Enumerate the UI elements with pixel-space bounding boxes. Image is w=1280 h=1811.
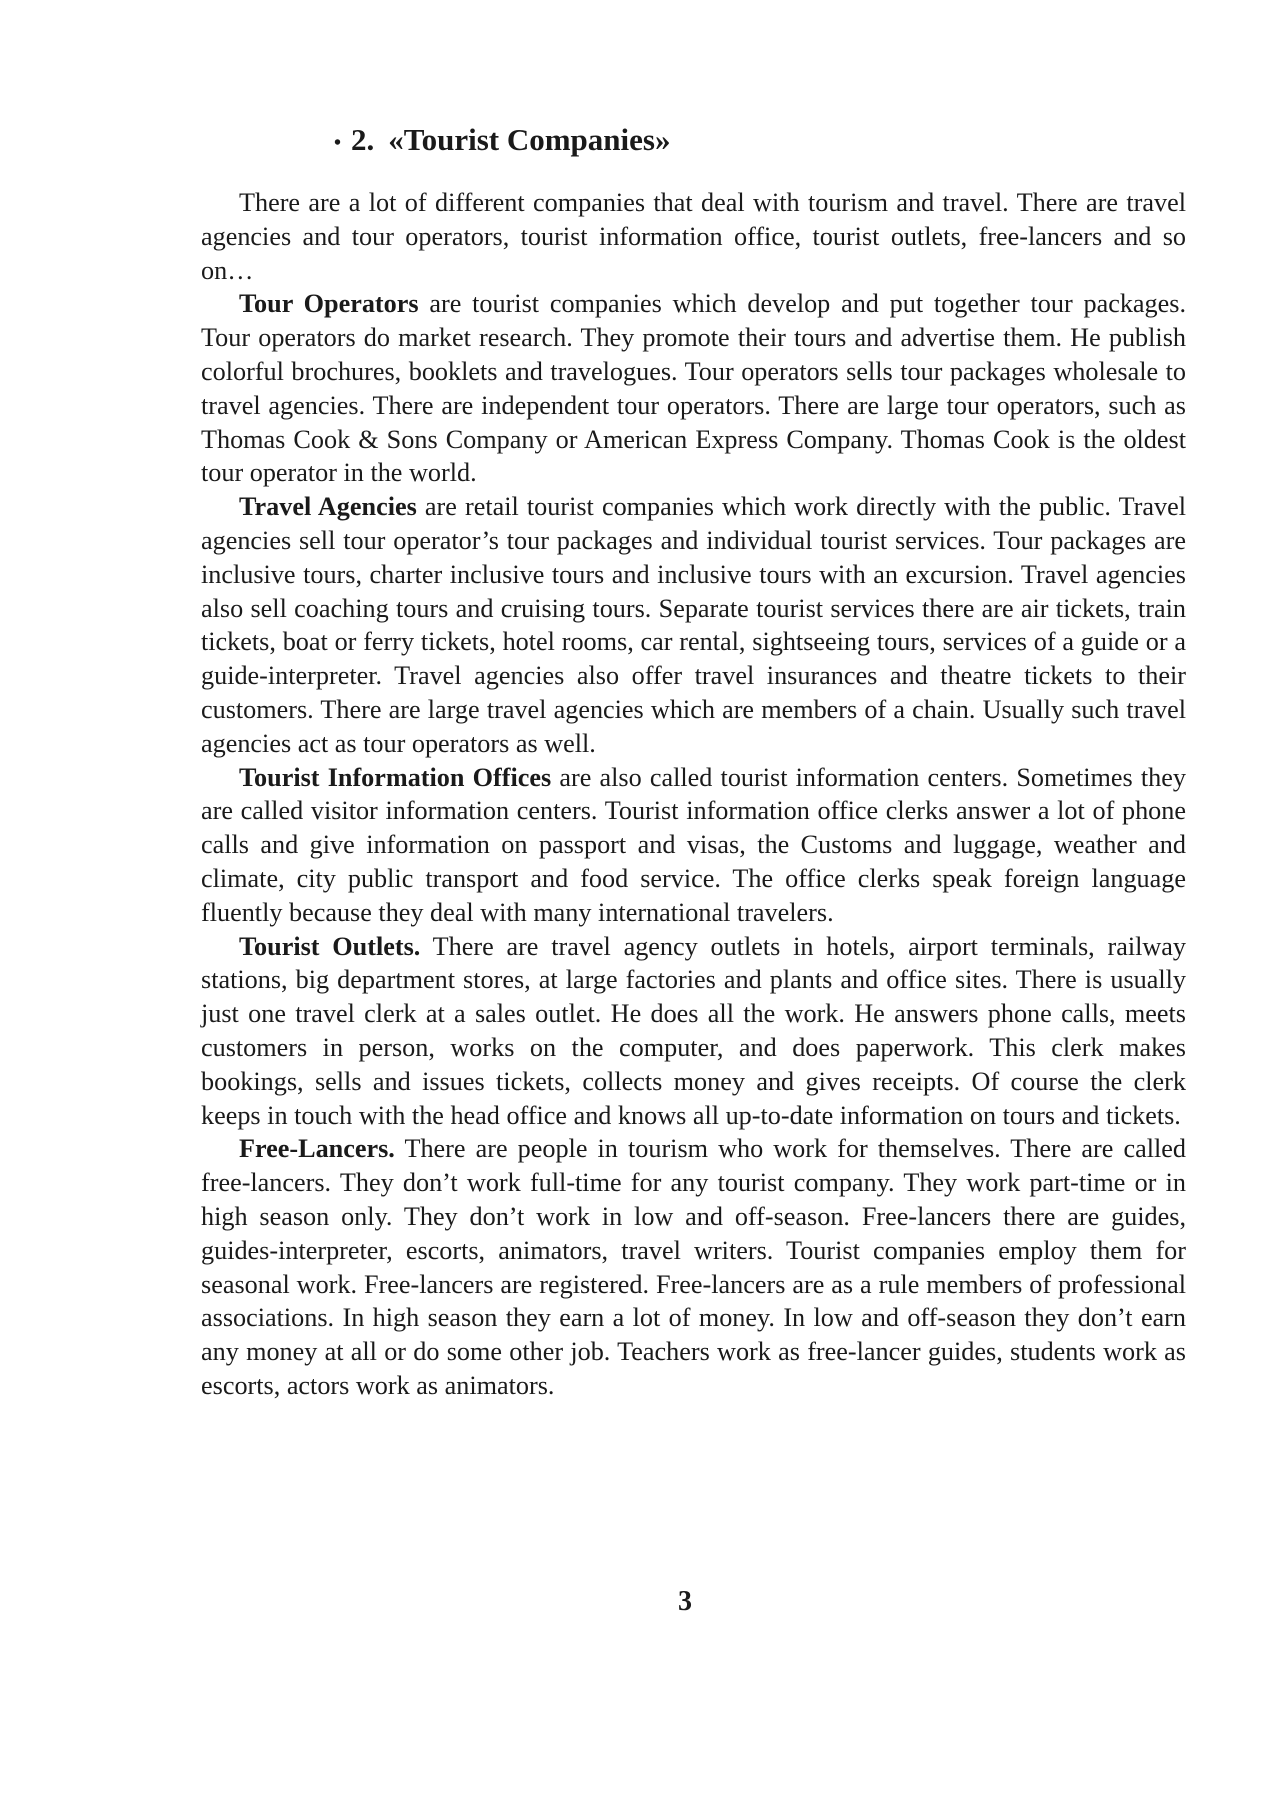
paragraph-text: are tourist companies which develop and put together tour packages. Tour operators do market research. They promote their tours and advertise them. He publish colorful brochures, booklets and travelogues. Tour operators sells tour packages wholesale to travel agencies. There are independent tour operators. There are large tour operators, such as Thomas Cook & Sons Company or American Express Company. Thomas Cook is the oldest tour operator in the world. xyxy=(201,289,1186,488)
paragraph-travel-agencies xyxy=(201,490,1186,760)
paragraph-term: Travel Agencies xyxy=(239,492,417,522)
section-title: «Tourist Companies» xyxy=(388,122,671,157)
bullet-icon: • xyxy=(334,131,342,154)
paragraph-text: There are a lot of different companies that deal with tourism and travel. There are travel agencies and tour operators, tourist information office, tourist outlets, free-lancers and so on… xyxy=(201,188,1186,285)
body-text xyxy=(201,186,1186,1403)
paragraph-text: There are travel agency outlets in hotels, airport terminals, railway stations, big department stores, at large factories and plants and office sites. There is usually just one travel clerk at a sales outlet. He does all the work. He answers phone calls, meets customers in person, works on the computer, and does paperwork. This clerk makes bookings, sells and issues tickets, collects money and gives receipts. Of course the clerk keeps in touch with the head office and knows all up-to-date information on tours and tickets. xyxy=(201,931,1187,1130)
page-number: 3 xyxy=(678,1586,692,1617)
paragraph-text: There are people in tourism who work for themselves. There are called free-lancers. They don’t work full-time for any tourist company. They work part-time or in high season only. They don’t work in low and off-season. Free-lancers there are guides, guides-interpreter, escorts, animators, travel writers. Tourist companies employ them for seasonal work. Free-lancers are registered. Free-lancers are as a rule members of professional associations. In high season they earn a lot of money. In low and off-season they don’t earn any money at all or do some other job. Teachers work as free-lancer guides, students work as escorts, actors work as animators. xyxy=(201,1134,1186,1400)
paragraph-term: Free-Lancers. xyxy=(239,1134,395,1164)
paragraph-term: Tourist Information Offices xyxy=(239,762,552,792)
section-heading xyxy=(334,120,670,163)
paragraph-tourist-outlets xyxy=(201,930,1186,1133)
paragraph-tourist-information-offices xyxy=(201,761,1186,930)
paragraph-tour-operators xyxy=(201,287,1186,490)
paragraph-text: are retail tourist companies which work directly with the public. Travel agencies sell tour operator’s tour packages and individual tourist services. Tour packages are inclusive tours, charter inclusive tours and inclusive tours with an excursion. Travel agencies also sell coaching tours and cruising tours. Separate tourist services there are air tickets, train tickets, boat or ferry tickets, hotel rooms, car rental, sightseeing tours, services of a guide or a guide-interpreter. Travel agencies also offer travel insurances and theatre tickets to their customers. There are large travel agencies which are members of a chain. Usually such travel agencies act as tour operators as well. xyxy=(201,492,1186,758)
paragraph-term: Tourist Outlets. xyxy=(239,931,421,961)
paragraph-intro xyxy=(201,186,1186,287)
section-number: 2. xyxy=(351,122,375,157)
paragraph-free-lancers xyxy=(201,1132,1186,1402)
paragraph-term: Tour Operators xyxy=(239,289,419,319)
paragraph-text: are also called tourist information centers. Sometimes they are called visitor information centers. Tourist information office clerks answer a lot of phone calls and give information on passport and visas, the Customs and luggage, weather and climate, city public transport and food service. The office clerks speak foreign language fluently because they deal with many international travelers. xyxy=(201,762,1186,927)
